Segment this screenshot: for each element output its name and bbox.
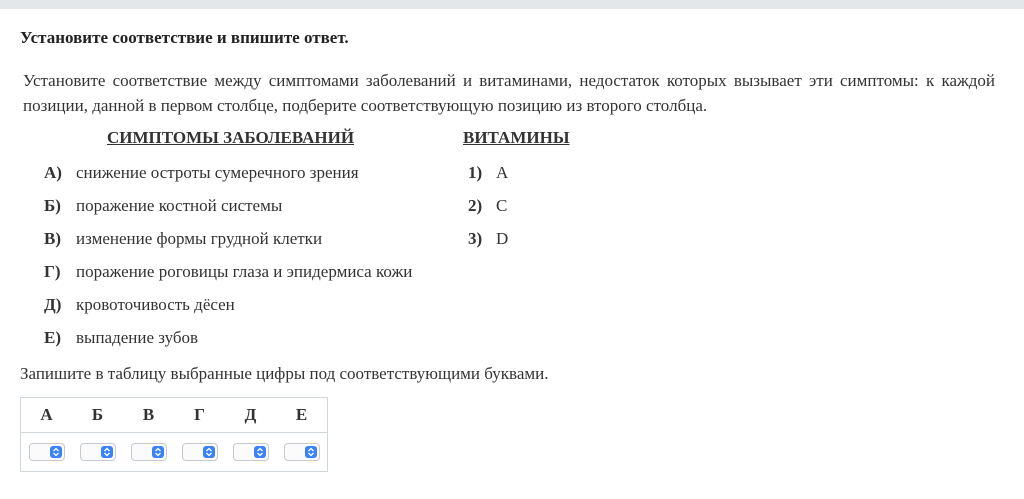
vitamin-item	[468, 229, 508, 249]
symptom-text: кровоточивость дёсен	[76, 295, 235, 314]
answer-cell-a	[21, 433, 73, 472]
select-arrows-icon	[305, 446, 317, 458]
answer-select-d[interactable]	[233, 443, 269, 461]
answer-select-e[interactable]	[284, 443, 320, 461]
answer-cell-b	[72, 433, 123, 472]
select-arrows-icon	[152, 446, 164, 458]
answer-select-v[interactable]	[131, 443, 167, 461]
answer-select-b[interactable]	[80, 443, 116, 461]
answer-column-header-v: В	[123, 398, 174, 433]
symptom-item	[44, 295, 235, 315]
symptom-text: выпадение зубов	[76, 328, 199, 347]
symptom-key: Д)	[44, 295, 62, 314]
vitamin-item	[468, 196, 507, 216]
task-title: Установите соответствие и впишите ответ.	[20, 28, 349, 47]
symptoms-column-header: СИМПТОМЫ ЗАБОЛЕВАНИЙ	[107, 128, 355, 147]
symptom-item	[44, 328, 198, 348]
vitamin-key: 3)	[468, 229, 483, 248]
symptom-text: снижение остроты сумеречного зрения	[76, 163, 359, 182]
symptom-item	[44, 262, 412, 282]
answer-cell-d	[225, 433, 276, 472]
answer-cell-e	[276, 433, 328, 472]
answer-column-header-d: Д	[225, 398, 276, 433]
select-arrows-icon	[50, 446, 62, 458]
answer-instruction: Запишите в таблицу выбранные цифры под соответствующими буквами.	[20, 364, 549, 383]
symptom-text: изменение формы грудной клетки	[76, 229, 323, 248]
top-bar	[0, 0, 1024, 9]
symptom-item	[44, 163, 359, 183]
answer-select-a[interactable]	[29, 443, 65, 461]
symptom-key: А)	[44, 163, 62, 182]
answer-table-header-row	[21, 398, 328, 433]
select-arrows-icon	[203, 446, 215, 458]
vitamin-item	[468, 163, 508, 183]
symptom-text: поражение роговицы глаза и эпидермиса кожи	[76, 262, 413, 281]
symptom-item	[44, 229, 322, 249]
symptom-key: Б)	[44, 196, 61, 215]
answer-column-header-g: Г	[174, 398, 225, 433]
symptom-item	[44, 196, 282, 216]
task-text: Установите соответствие между симптомами заболеваний и витаминами, недостаток которых вызывает эти симптомы: к каждой позиции, данной в первом столбце, подберите соответствующую позицию из второго столбца.	[23, 71, 995, 115]
answer-column-header-b: Б	[72, 398, 123, 433]
symptom-key: Г)	[44, 262, 61, 281]
answer-column-header-a: А	[21, 398, 73, 433]
select-arrows-icon	[101, 446, 113, 458]
answer-column-header-e: Е	[276, 398, 328, 433]
vitamin-key: 1)	[468, 163, 483, 182]
answer-select-g[interactable]	[182, 443, 218, 461]
vitamin-text: A	[496, 163, 509, 182]
select-arrows-icon	[254, 446, 266, 458]
answer-table-select-row	[21, 433, 328, 472]
symptom-text: поражение костной системы	[76, 196, 283, 215]
answer-table	[20, 397, 328, 472]
vitamin-key: 2)	[468, 196, 483, 215]
answer-cell-g	[174, 433, 225, 472]
symptom-key: В)	[44, 229, 61, 248]
vitamin-text: C	[496, 196, 508, 215]
symptom-key: Е)	[44, 328, 61, 347]
vitamin-text: D	[496, 229, 509, 248]
answer-cell-v	[123, 433, 174, 472]
vitamins-column-header: ВИТАМИНЫ	[463, 128, 570, 147]
